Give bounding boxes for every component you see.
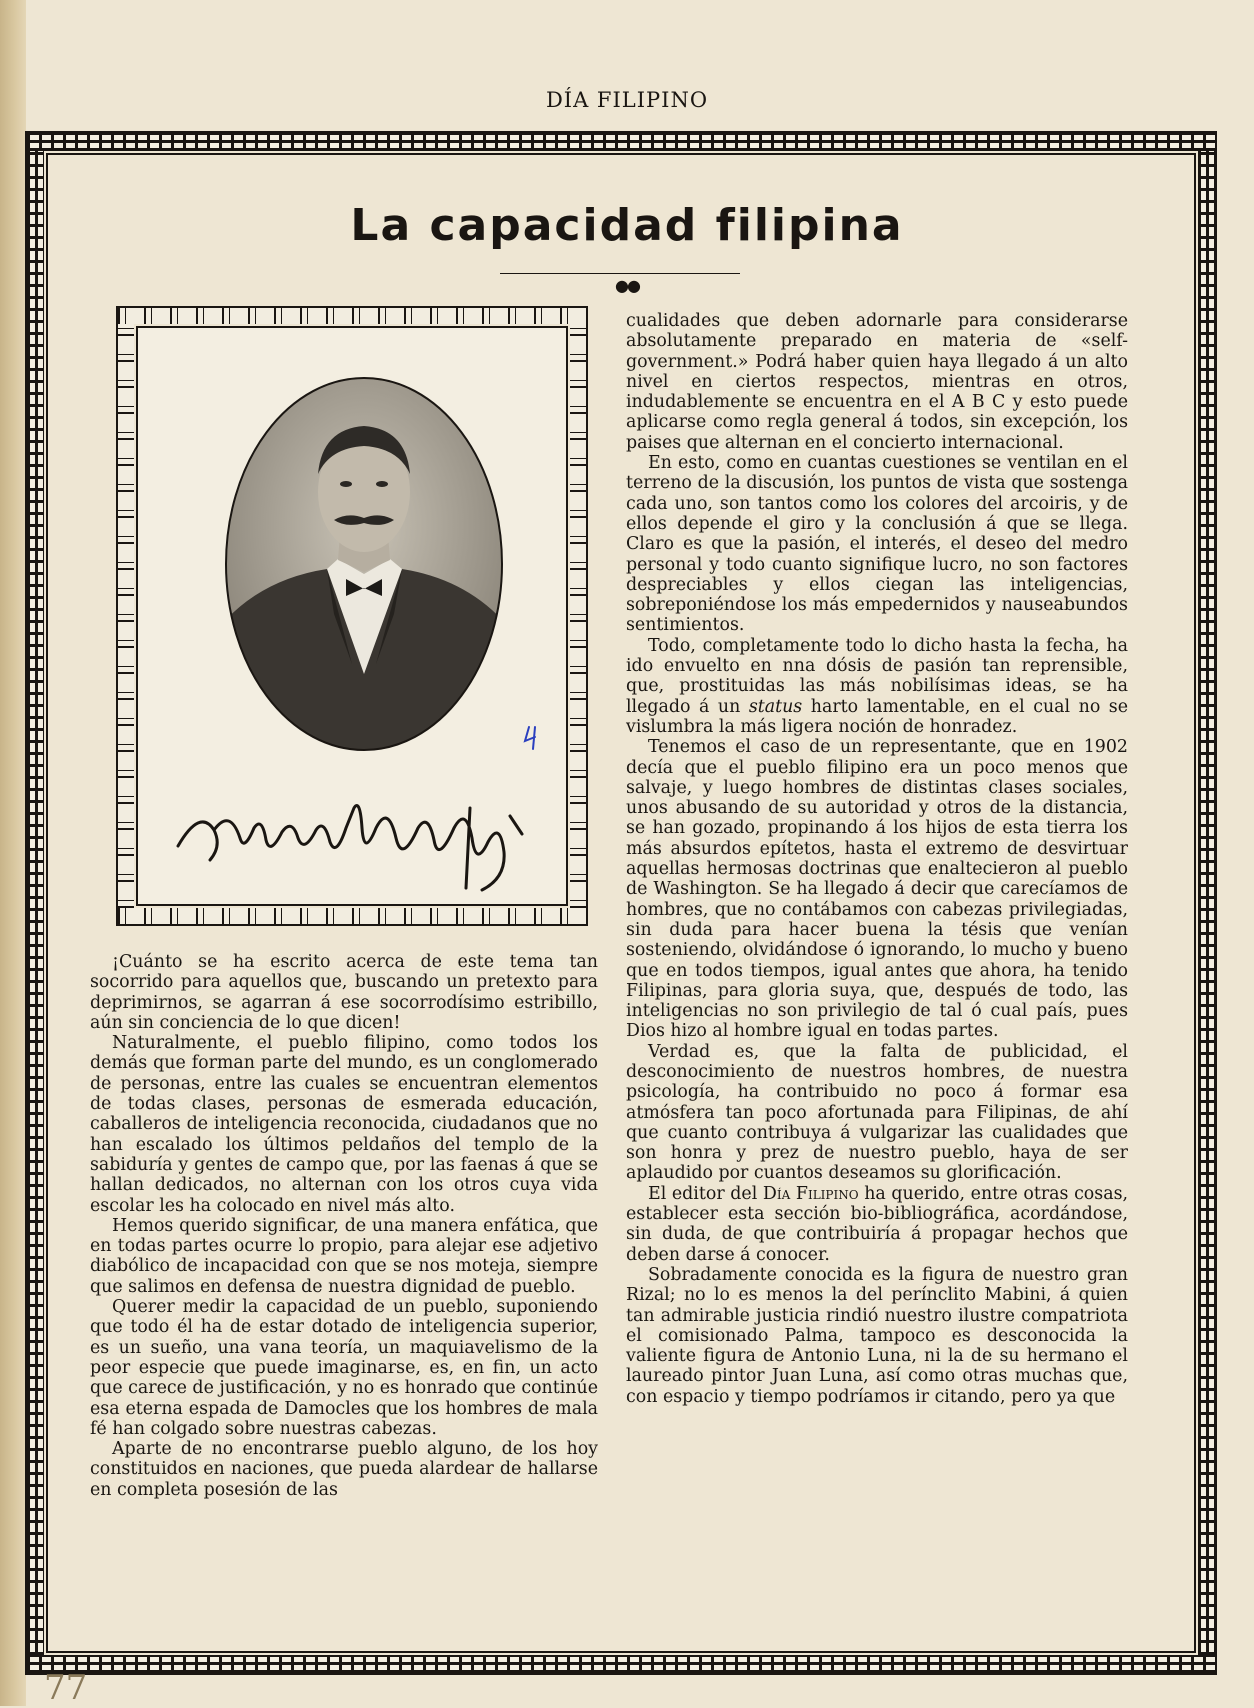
top-key-band <box>27 133 1215 151</box>
running-head: DÍA FILIPINO <box>545 88 709 112</box>
paragraph <box>626 1184 1128 1265</box>
portrait-frame-bottom-band <box>118 908 586 924</box>
bottom-key-band <box>27 1655 1215 1673</box>
paragraph: Hemos querido significar, de una manera enfática, que en todas partes ocurre lo propio, para alejar ese adjetivo diabólico de incapacidad con que se nos moteja, siempre que salimos en defensa de nuestra dignidad de pueblo. <box>90 1215 598 1297</box>
left-key-band <box>27 151 44 1655</box>
paragraph: Aparte de no encontrarse pueblo alguno, de los hoy constituidos en naciones, que pueda alardear de hallarse en completa posesión de las <box>90 1439 598 1500</box>
article-title: La capacidad filipina <box>350 200 904 251</box>
title-rule <box>500 273 740 274</box>
italic-term: status <box>748 696 803 717</box>
paragraph: En esto, como en cuantas cuestiones se ventilan en el terreno de la discusión, los puntos de vista que sostenga cada uno, son tantos como los colores del arcoiris, y de ellos depende el giro y la conclusión á que se llega. Claro es que la pasión, el interés, el deseo del medro personal y todo cuanto signifique lucro, no son factores despreciables y ellos ciegan las inteligencias, sobreponiéndose los más empedernidos y nauseabundos sentimientos. <box>626 453 1128 636</box>
page-number: 77 <box>44 1668 88 1708</box>
title-ornament: ●● <box>615 276 639 295</box>
portrait-panel <box>136 326 568 906</box>
handwritten-annotation <box>521 723 551 753</box>
portrait-frame <box>116 306 588 926</box>
text-run: ha querido, entre otras cosas, establecer esta sección bio-bibliográfica, acordándose, sin duda, de que contribuiría á propagar hechos que deben darse á conocer. <box>626 1183 1129 1265</box>
page-gutter <box>0 0 26 1706</box>
publication-name: Día Filipino <box>762 1183 859 1204</box>
signature <box>170 768 550 898</box>
paragraph: Sobradamente conocida es la figura de nuestro gran Rizal; no lo es menos la del perínclito Mabini, á quien tan admirable justicia rindió nuestro ilustre compatriota el comisionado Palma, tampoco es desconocida la valiente figura de Antonio Luna, ni la de su hermano el laureado pintor Juan Luna, así como otras muchas que, con espacio y tiempo podríamos ir citando, pero ya que <box>626 1264 1128 1407</box>
paragraph: Verdad es, que la falta de publicidad, el desconocimiento de nuestros hombres, de nuestra psicología, ha contribuido no poco á formar esa atmósfera tan poco afortunada para Filipinas, de ahí que cuanto contribuya á vulgarizar las cualidades que son honra y prez de nuestro pueblo, haya de ser aplaudido por cuantos deseamos su glorificación. <box>626 1041 1128 1184</box>
text-run: Todo, completamente todo lo dicho hasta la fecha, ha ido envuelto en nna dósis de pasión tan reprensible, que, prostituidas las más nobilísimas ideas, se ha llegado á un <box>626 635 1128 717</box>
right-column <box>626 311 1128 1407</box>
text-run: El editor del <box>648 1183 758 1204</box>
right-key-band <box>1198 151 1215 1655</box>
text-run: harto lamentable, en el cual no se vislumbra la más ligera noción de honradez. <box>626 696 1129 737</box>
paragraph <box>626 636 1128 737</box>
paragraph: ¡Cuánto se ha escrito acerca de este tema tan socorrido para aquellos que, buscando un pretexto para deprimirnos, se agarran á ese socorrodísimo estribillo, aún sin conciencia de lo que dicen! <box>90 952 598 1033</box>
paragraph: Querer medir la capacidad de un pueblo, suponiendo que todo él ha de estar dotado de inteligencia superior, es un sueño, una vana teoría, un maquiavelismo de la peor especie que puede imaginarse, es, en fin, un acto que carece de justificación, y no es honrado que continúe esa eterna espada de Damocles que los hombres de mala fé han colgado sobre nuestras cabezas. <box>90 1297 598 1439</box>
portrait-frame-left-band <box>118 324 134 908</box>
portrait-frame-right-band <box>570 324 586 908</box>
paragraph: cualidades que deben adornarle para considerarse absolutamente preparado en materia de «self-government.» Podrá haber quien haya llegado á un alto nivel en ciertos respectos, mientras en otros, indudablemente se encuentra en el A B C y esto puede aplicarse como regla general á todos, sin excepción, los paises que alternan en el concierto internacional. <box>626 311 1128 453</box>
paragraph: Naturalmente, el pueblo filipino, como todos los demás que forman parte del mundo, es un conglomerado de personas, entre las cuales se encuentran elementos de todas clases, personas de esmerada educación, caballeros de inteligencia reconocida, ciudadanos que no han escalado los últimos peldaños del templo de la sabiduría y gentes de campo que, por las faenas á que se hallan dedicados, no alternan con los otros cuya vida escolar les ha colocado en nivel más alto. <box>90 1033 598 1216</box>
left-column <box>90 952 598 1500</box>
portrait-frame-top-band <box>118 308 586 324</box>
paragraph: Tenemos el caso de un representante, que en 1902 decía que el pueblo filipino era un poco menos que salvaje, y luego hombres de distintas clases sociales, unos abusando de su autoridad y otros de la distancia, se han gozado, propinando á los hijos de esta tierra los más absurdos epítetos, hasta el extremo de desvirtuar aquellas hermosas doctrinas que enaltecieron al pueblo de Washington. Se ha llegado á decir que carecíamos de hombres, que no contábamos con cabezas privilegiadas, sin duda para hacer buena la tésis que venían sosteniendo, olvidándose ó ignorando, lo mucho y bueno que en todos tiempos, igual antes que ahora, ha tenido Filipinas, para gloria suya, que, después de todo, las inteligencias no son privilegio de tal ó cual país, pues Dios hizo al hombre igual en todas partes. <box>626 737 1128 1042</box>
portrait-photo <box>222 374 506 754</box>
